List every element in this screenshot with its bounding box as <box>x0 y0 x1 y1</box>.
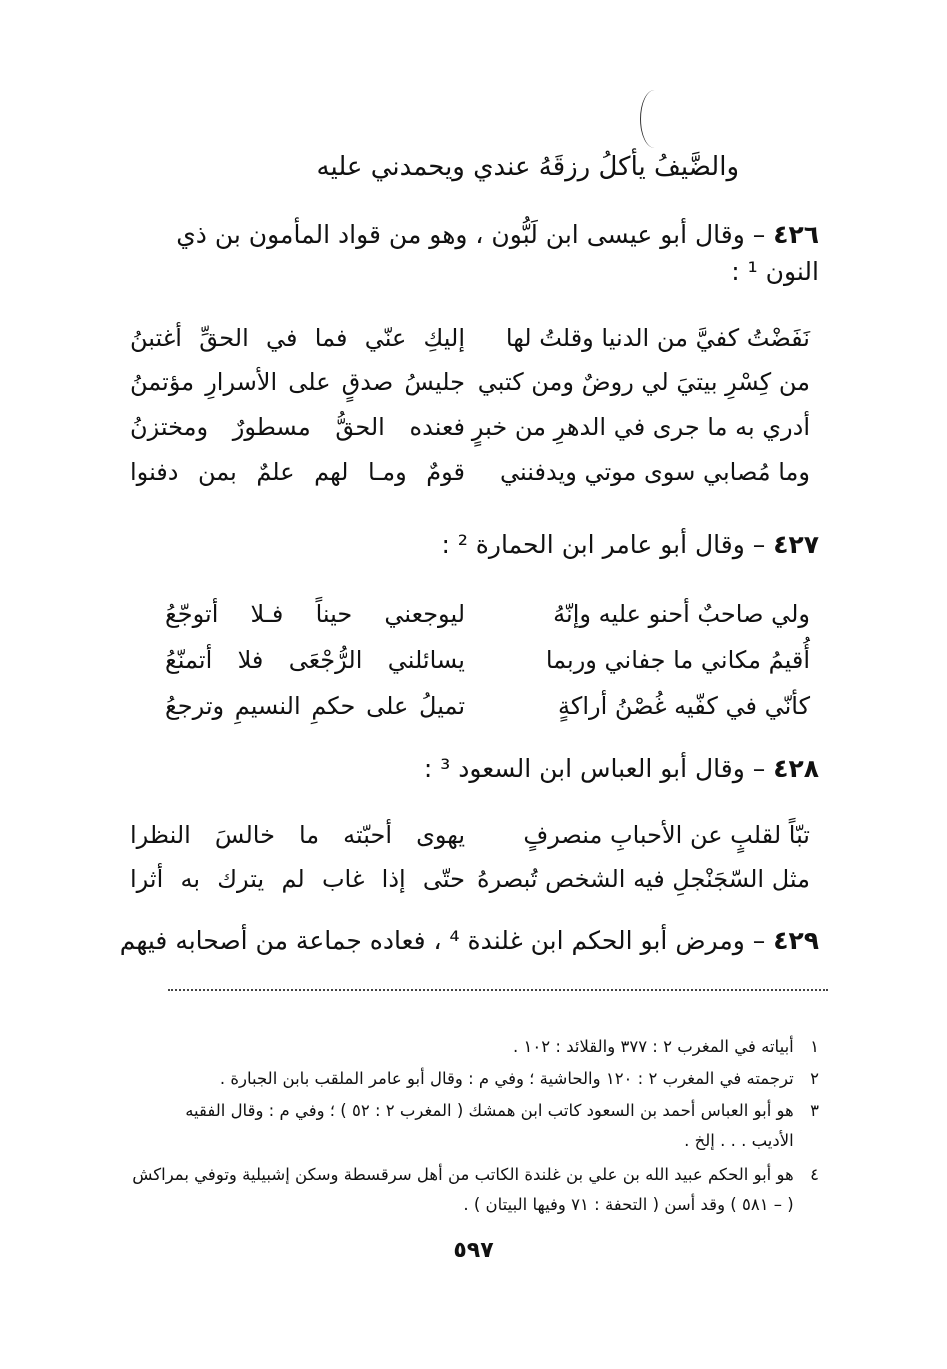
verse-row <box>130 640 810 680</box>
verse-first-hemistich: تبّاً لقلبٍ عن الأحبابِ منصرفٍ <box>523 821 810 849</box>
verse-first-hemistich: أُقيمُ مكاني ما جفاني وربما <box>545 646 810 674</box>
page-number: ٥٩٧ <box>453 1238 494 1263</box>
footnote-number: ٤ <box>810 1165 819 1184</box>
footnote <box>129 1032 819 1062</box>
footnote-text: ترجمته في المغرب ٢ : ١٢٠ والحاشية ؛ وفي م : وقال أبو عامر الملقب بابن الجبارة . <box>219 1069 794 1088</box>
footnote <box>129 1160 819 1190</box>
verse-row <box>130 318 810 358</box>
verse-row <box>130 686 810 726</box>
footnote <box>129 1064 819 1094</box>
verse-second-hemistich: يسائلني الرُّجْعَى فلا أتمنّعُ <box>165 646 465 674</box>
verse-first-hemistich: نَفَضْتُ كفيَّ من الدنيا وقلتُ لها <box>505 324 810 352</box>
verse-second-hemistich: فعنده الحقُّ مسطورٌ ومختزنُ <box>130 413 465 441</box>
section-number: ٤٢٦ <box>773 220 819 249</box>
margin-pencil-mark <box>640 90 669 148</box>
section-number: ٤٢٧ <box>773 530 819 559</box>
verse-row <box>130 594 810 634</box>
section-number: ٤٢٩ <box>773 926 819 955</box>
verse-row <box>130 362 810 402</box>
verse-second-hemistich: إليكِ عنّي فما في الحقِّ أغتبنُ <box>130 324 465 352</box>
verse-second-hemistich: ليوجعني حيناً فـلا أتوجّعُ <box>165 600 465 628</box>
verse-row <box>130 407 810 447</box>
footnote-text: هو أبو العباس أحمد بن السعود كاتب ابن همشك ( المغرب ٢ : ٥٢ ) ؛ وفي م : وقال الفقيه <box>185 1101 794 1120</box>
verse-second-hemistich: قومٌ ومـا لهم علمٌ بمن دفنوا <box>130 458 465 486</box>
footnote-continuation <box>129 1190 819 1220</box>
footnote-text: ( – ٥٨١ ) وقد أسن ( التحفة : ٧١ وفيها البيتان ) . <box>463 1195 794 1214</box>
verse-row <box>130 452 810 492</box>
verse-second-hemistich: حتّى إذا غاب لم يترك به أثرا <box>130 865 465 893</box>
verse-second-hemistich: يهوى أحبّته ما خالسَ النظرا <box>130 821 465 849</box>
footnote-text: الأديب . . . إلخ . <box>684 1131 794 1150</box>
verse-first-hemistich: ولي صاحبٌ أحنو عليه وإنّهُ <box>553 600 810 628</box>
verse-second-hemistich: جليسُ صدقٍ على الأسرارِ مؤتمنُ <box>130 368 465 396</box>
section-428-intro <box>424 752 819 786</box>
section-427-intro <box>441 528 819 562</box>
section-429-intro <box>120 924 819 958</box>
footnote-separator <box>168 989 828 991</box>
footnote-continuation <box>129 1126 819 1156</box>
verse-second-hemistich: تميلُ على حكمِ النسيمِ وترجعُ <box>165 692 465 720</box>
section-number: ٤٢٨ <box>773 754 819 783</box>
section-426-intro <box>176 218 819 252</box>
footnote-number: ٢ <box>810 1069 819 1088</box>
opening-verse: والضَّيفُ يأكلُ رزقَهُ عندي ويحمدني عليه <box>316 152 739 182</box>
verse-first-hemistich: كأنّي في كفّيه غُصْنُ أراكةٍ <box>558 692 810 720</box>
section-intro-text: – وقال أبو العباس ابن السعود ³ : <box>423 754 766 783</box>
verse-row <box>130 815 810 855</box>
verse-first-hemistich: من كِسْرِ بيتيَ لي روضٌ ومن كتبي <box>477 368 810 396</box>
verse-row <box>130 859 810 899</box>
section-intro-text: – وقال أبو عيسى ابن لَبُّون ، وهو من قواد المأمون بن ذي <box>176 220 766 249</box>
verse-first-hemistich: مثل السّجَنْجلِ فيه الشخص تُبصرهُ <box>477 865 810 893</box>
footnote-text: هو أبو الحكم عبيد الله بن علي بن غلندة الكاتب من أهل سرقسطة وسكن إشبيلية وتوفي بمراكش <box>132 1165 794 1184</box>
footnote <box>129 1096 819 1126</box>
section-intro-text: – ومرض أبو الحكم ابن غلندة ⁴ ، فعاده جماعة من أصحابه فيهم <box>119 926 766 955</box>
footnote-number: ٣ <box>810 1101 819 1120</box>
section-426-intro-cont: النون ¹ : <box>731 257 819 286</box>
footnote-number: ١ <box>810 1037 819 1056</box>
footnote-text: أبياته في المغرب ٢ : ٣٧٧ والقلائد : ١٠٢ . <box>513 1037 794 1056</box>
verse-first-hemistich: وما مُصابي سوى موتي ويدفنني <box>500 458 810 486</box>
section-intro-text: – وقال أبو عامر ابن الحمارة ² : <box>441 530 766 559</box>
verse-first-hemistich: أدري به ما جرى في الدهرِ من خبرٍ <box>471 413 810 441</box>
